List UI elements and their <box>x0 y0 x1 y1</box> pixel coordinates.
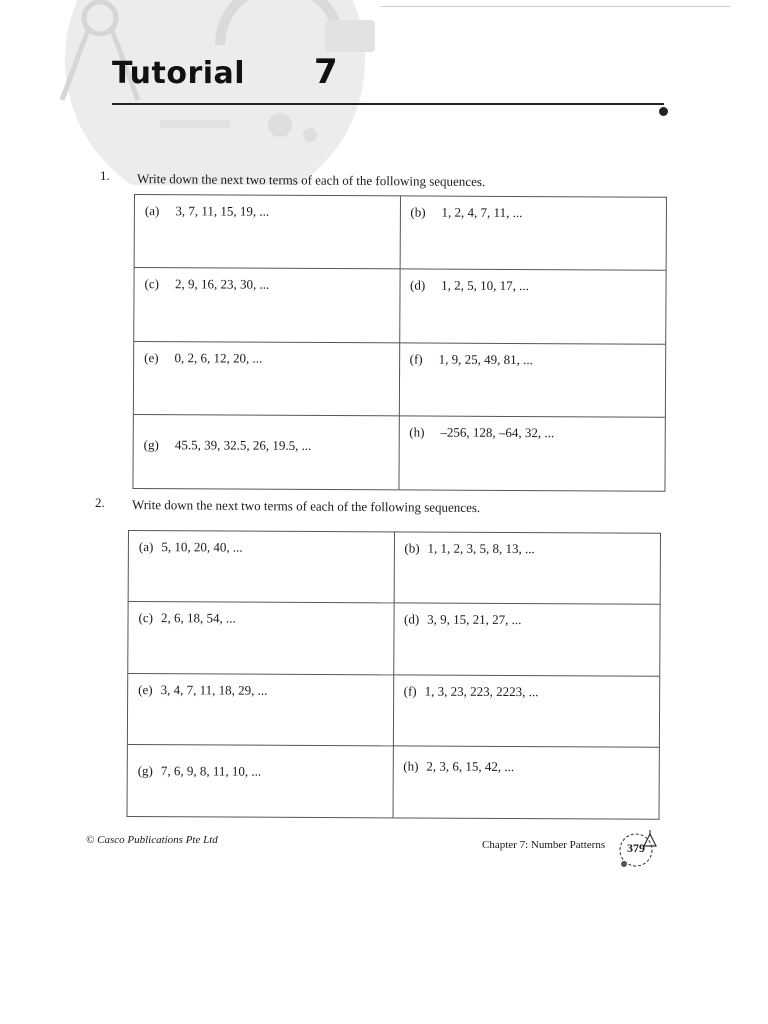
answer-cell <box>399 343 665 418</box>
item-sequence: 2, 6, 18, 54, ... <box>160 610 236 626</box>
item-sequence: 0, 2, 6, 12, 20, ... <box>174 349 263 366</box>
answer-cell <box>393 675 659 748</box>
answer-cell <box>394 532 660 605</box>
item-label: (c) <box>144 276 160 292</box>
answer-cell <box>134 342 400 417</box>
copyright-notice: © Casco Publications Pte Ltd <box>86 834 218 846</box>
item-label: (f) <box>403 682 417 699</box>
item-label: (g) <box>143 436 159 452</box>
answer-cell <box>129 531 395 604</box>
item-sequence: 45.5, 39, 32.5, 26, 19.5, ... <box>174 436 312 453</box>
item-sequence: 3, 4, 7, 11, 18, 29, ... <box>160 681 268 698</box>
page-title: Tutorial <box>112 56 246 91</box>
item-label: (e) <box>138 681 153 697</box>
chapter-title: Chapter 7: Number Patterns <box>482 839 606 851</box>
item-sequence: 3, 7, 11, 15, 19, ... <box>175 203 270 219</box>
item-label: (e) <box>144 349 159 365</box>
question-1-number: 1. <box>100 168 110 183</box>
answer-cell <box>128 745 394 818</box>
answer-cell <box>394 604 660 677</box>
item-label: (g) <box>137 762 153 778</box>
answer-cell <box>128 674 394 747</box>
item-sequence: 7, 6, 9, 8, 11, 10, ... <box>160 762 262 779</box>
question-1-prompt: Write down the next two terms of each of the following sequences. <box>136 171 486 190</box>
item-sequence: 5, 10, 20, 40, ... <box>161 539 243 555</box>
item-sequence: 1, 9, 25, 49, 81, ... <box>438 351 533 367</box>
answer-cell <box>399 416 665 491</box>
item-sequence: 1, 2, 5, 10, 17, ... <box>441 277 529 294</box>
question-1-answer-table <box>132 194 667 492</box>
item-sequence: 1, 3, 23, 223, 2223, ... <box>424 683 539 699</box>
item-sequence: 2, 3, 6, 15, 42, ... <box>426 758 515 774</box>
item-label: (b) <box>404 540 420 556</box>
tutorial-number: 7 <box>314 52 338 92</box>
answer-cell <box>135 195 401 270</box>
item-label: (d) <box>409 277 426 293</box>
item-label: (a) <box>144 203 160 219</box>
question-2-number: 2. <box>95 495 105 510</box>
page-number: 379 <box>627 841 645 855</box>
item-sequence: 1, 2, 4, 7, 11, ... <box>441 204 523 221</box>
title-underline <box>112 103 664 105</box>
item-label: (b) <box>410 204 426 220</box>
question-2-prompt: Write down the next two terms of each of the following sequences. <box>131 497 481 516</box>
answer-cell <box>128 602 394 675</box>
item-label: (c) <box>138 610 154 626</box>
answer-cell <box>393 746 659 819</box>
header-watermark-graphic <box>40 0 390 185</box>
answer-cell <box>400 270 666 345</box>
item-label: (h) <box>409 424 425 440</box>
item-sequence: 3, 9, 15, 21, 27, ... <box>427 611 522 628</box>
item-sequence: 1, 1, 2, 3, 5, 8, 13, ... <box>427 540 535 557</box>
answer-cell <box>133 415 399 490</box>
question-2-answer-table <box>126 530 660 820</box>
item-label: (a) <box>138 539 154 555</box>
title-underline-dot <box>659 107 668 116</box>
item-sequence: 2, 9, 16, 23, 30, ... <box>174 276 270 292</box>
answer-cell <box>400 196 666 271</box>
item-sequence: –256, 128, –64, 32, ... <box>440 424 555 440</box>
item-label: (d) <box>403 611 420 627</box>
top-rule <box>380 6 730 7</box>
answer-cell <box>134 268 400 343</box>
item-label: (h) <box>403 758 419 774</box>
item-label: (f) <box>409 350 423 367</box>
